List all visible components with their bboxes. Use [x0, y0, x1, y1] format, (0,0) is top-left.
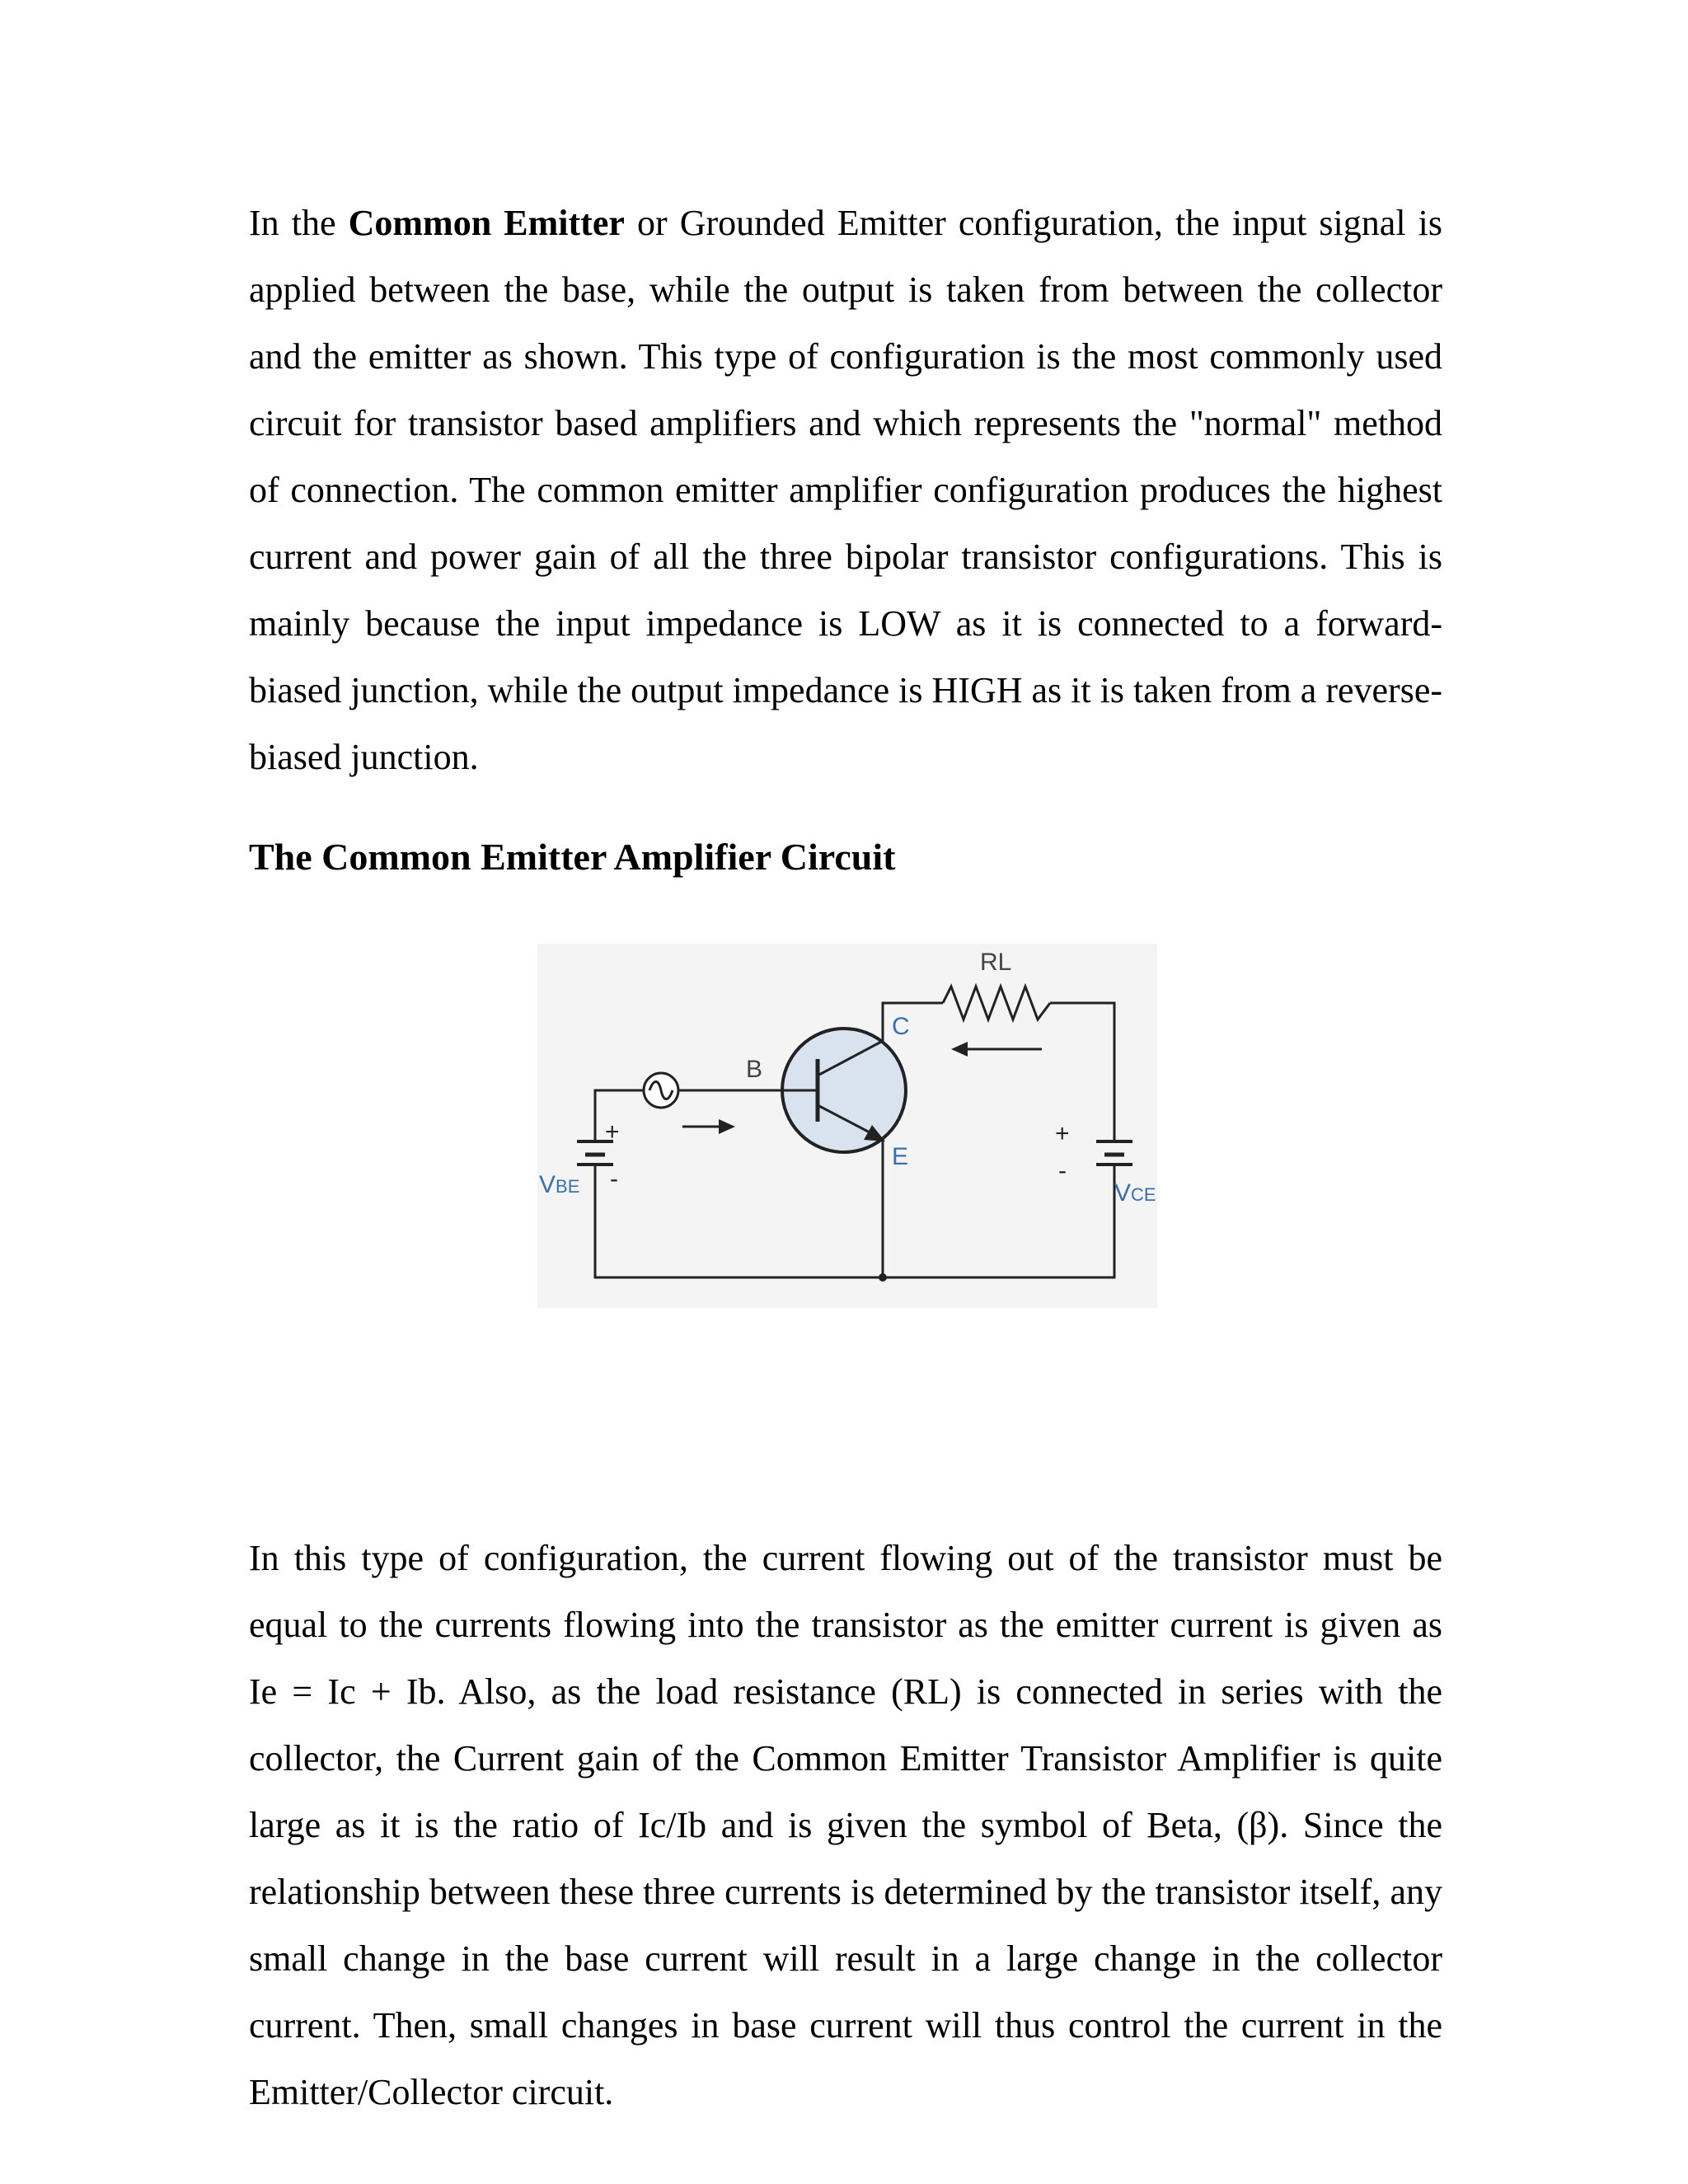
label-vce-main: V: [1114, 1179, 1132, 1207]
section-heading: The Common Emitter Amplifier Circuit: [249, 836, 896, 878]
label-vbe-main: V: [539, 1171, 556, 1198]
label-base: B: [746, 1056, 763, 1083]
intro-text-2: or Grounded Emitter configuration, the input signal is applied between the base, while the output is taken from between the collector and the emitter as shown. This type of configuration is the most commonly used circuit for transistor based amplifiers and which represents the "normal" method of connection. The common emitter amplifier configuration produces the highest current and power gain of all the three bipolar transistor configurations. This is mainly because the input impedance is LOW as it is connected to a forward-biased junction, while the output impedance is HIGH as it is taken from a reverse-biased junction.: [249, 203, 1442, 777]
label-vce-sub: CE: [1131, 1184, 1156, 1205]
label-vbe-minus: -: [610, 1165, 618, 1193]
intro-text-1: In the: [249, 203, 349, 243]
label-vce-minus: -: [1058, 1157, 1067, 1184]
circuit-figure: [537, 944, 1157, 1308]
label-rl: RL: [980, 949, 1012, 976]
label-vbe-sub: BE: [556, 1176, 580, 1197]
intro-bold-term: Common Emitter: [348, 203, 625, 243]
body-paragraph: In this type of configuration, the current flowing out of the transistor must be equal to the currents flowing into the transistor as the emitter current is given as Ie = Ic + Ib. Also, as the load resistance (RL) is connected in series with the collector, the Current gain of the Common Emitter Transistor Amplifier is quite large as it is the ratio of Ic/Ib and is given the symbol of Beta, (β). Since the relationship between these three currents is determined by the transistor itself, any small change in the base current will result in a large change in the collector current. Then, small changes in base current will thus control the current in the Emitter/Collector circuit.: [249, 1538, 1442, 2112]
label-vce-plus: +: [1055, 1120, 1070, 1147]
circuit-diagram: [537, 944, 1157, 1308]
label-vbe-plus: +: [605, 1118, 620, 1146]
label-emitter: E: [892, 1143, 909, 1170]
label-collector: C: [892, 1013, 910, 1040]
document-page: [249, 190, 1442, 2112]
ground-node: [879, 1273, 887, 1282]
intro-paragraph: [249, 190, 1442, 790]
